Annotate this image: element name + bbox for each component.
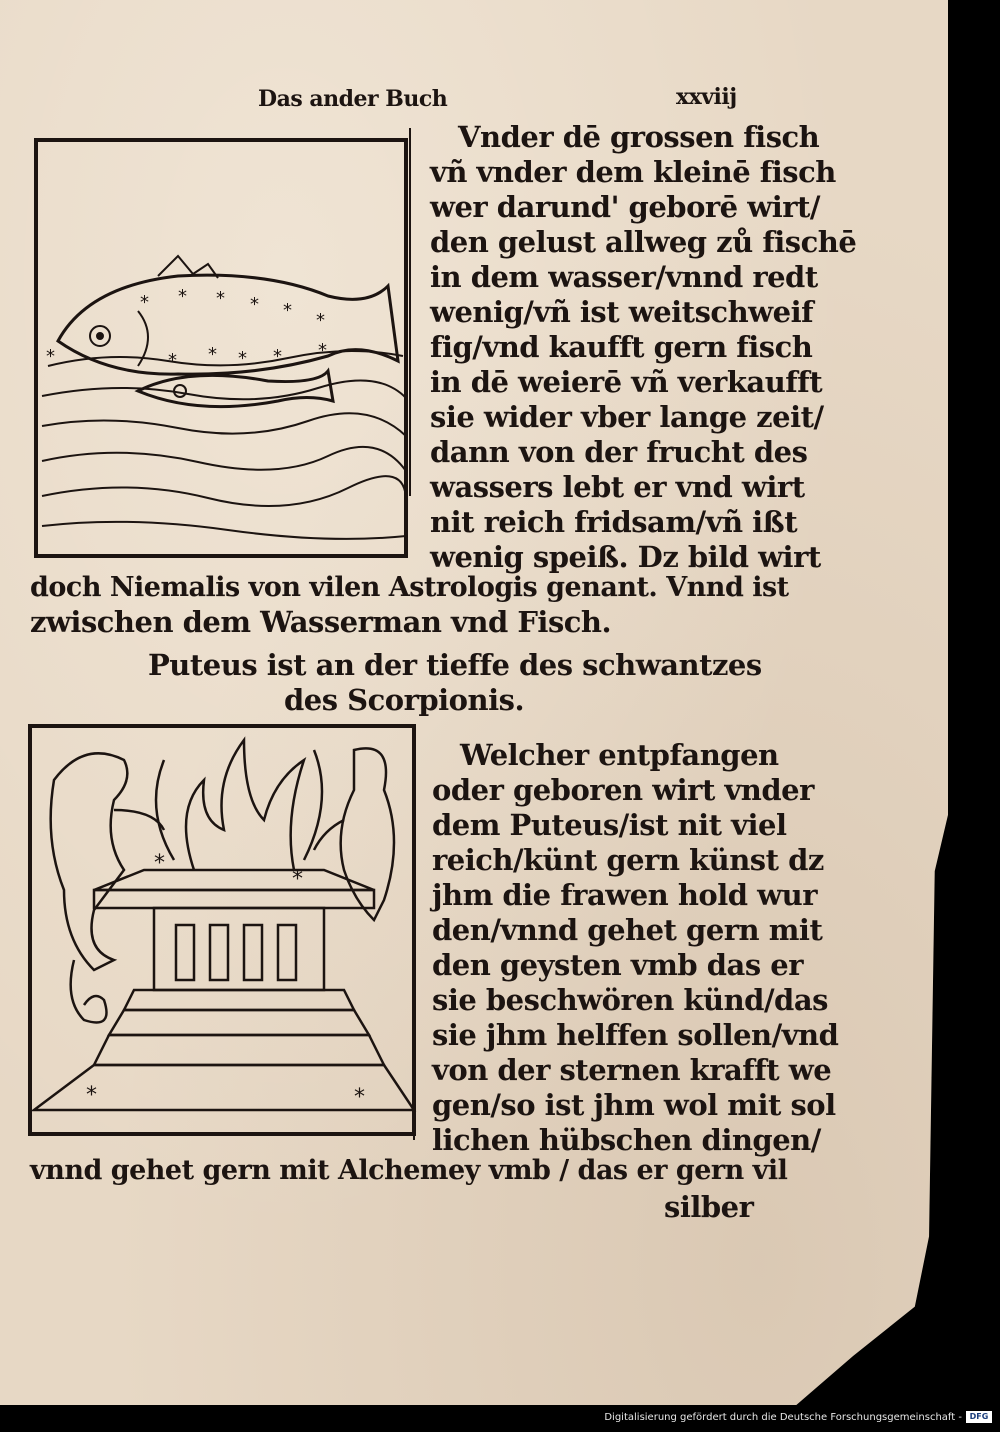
text-line: den/vnnd gehet gern mit: [432, 913, 823, 947]
svg-text:*: *: [140, 292, 149, 313]
text-line: reich/künt gern künst dz: [432, 843, 824, 877]
pisces-woodcut: [28, 126, 416, 560]
section-heading: des Scorpionis.: [284, 683, 525, 717]
text-line: gen/so ist jhm wol mit sol: [432, 1088, 836, 1122]
catchword: silber: [664, 1190, 754, 1224]
text-line: Vnder dē grossen fisch: [458, 120, 820, 154]
text-line: in dē weierē vñ verkaufft: [430, 365, 823, 399]
svg-text:*: *: [216, 288, 225, 309]
svg-text:*: *: [46, 346, 55, 367]
svg-text:*: *: [178, 286, 187, 307]
text-line: sie jhm helffen sollen/vnd: [432, 1018, 839, 1052]
svg-text:*: *: [283, 300, 292, 321]
text-line: in dem wasser/vnnd redt: [430, 260, 818, 294]
folio-number: xxviij: [676, 84, 737, 110]
svg-text:*: *: [318, 340, 327, 361]
text-line: wenig speiß. Dz bild wirt: [430, 540, 821, 574]
text-line-full: vnnd gehet gern mit Alchemey vmb / das er gern vil: [30, 1155, 788, 1186]
text-line-full: zwischen dem Wasserman vnd Fisch.: [30, 605, 612, 639]
svg-text:*: *: [238, 348, 247, 369]
text-line: Welcher entpfangen: [460, 738, 779, 772]
text-line: den gelust allweg zů fischē: [430, 225, 857, 259]
svg-text:*: *: [250, 294, 259, 315]
text-line: vñ vnder dem kleinē fisch: [430, 155, 836, 189]
puteus-woodcut: [24, 720, 420, 1150]
text-line: sie wider vber lange zeit/: [430, 400, 824, 434]
text-line: lichen hübschen dingen/: [432, 1123, 821, 1157]
text-line: jhm die frawen hold wur: [432, 878, 817, 912]
text-line: nit reich fridsam/vñ ißt: [430, 505, 798, 539]
text-line: wer darund' geborē wirt/: [430, 190, 820, 224]
text-line: den geysten vmb das er: [432, 948, 803, 982]
text-line: fig/vnd kaufft gern fisch: [430, 330, 813, 364]
text-line: wassers lebt er vnd wirt: [430, 470, 805, 504]
text-line-full: doch Niemalis von vilen Astrologis genant. Vnnd ist: [30, 572, 789, 603]
svg-text:*: *: [292, 867, 303, 892]
text-line: von der sternen krafft we: [432, 1053, 832, 1087]
dfg-logo: DFG: [966, 1411, 992, 1423]
text-line: wenig/vñ ist weitschweif: [430, 295, 814, 329]
svg-text:*: *: [316, 310, 325, 331]
section-heading: Puteus ist an der tieffe des schwantzes: [148, 648, 762, 682]
svg-text:*: *: [354, 1085, 365, 1110]
text-line: dann von der frucht des: [430, 435, 808, 469]
svg-text:*: *: [208, 344, 217, 365]
text-line: oder geboren wirt vnder: [432, 773, 814, 807]
svg-text:*: *: [154, 851, 165, 876]
running-title: Das ander Buch: [258, 86, 448, 112]
svg-text:*: *: [168, 350, 177, 371]
svg-text:*: *: [86, 1083, 97, 1108]
text-line: dem Puteus/ist nit viel: [432, 808, 787, 842]
dfg-credit-text: Digitalisierung gefördert durch die Deutsche Forschungsgemeinschaft -: [604, 1412, 962, 1423]
svg-text:*: *: [273, 346, 282, 367]
text-line: sie beschwören künd/das: [432, 983, 828, 1017]
